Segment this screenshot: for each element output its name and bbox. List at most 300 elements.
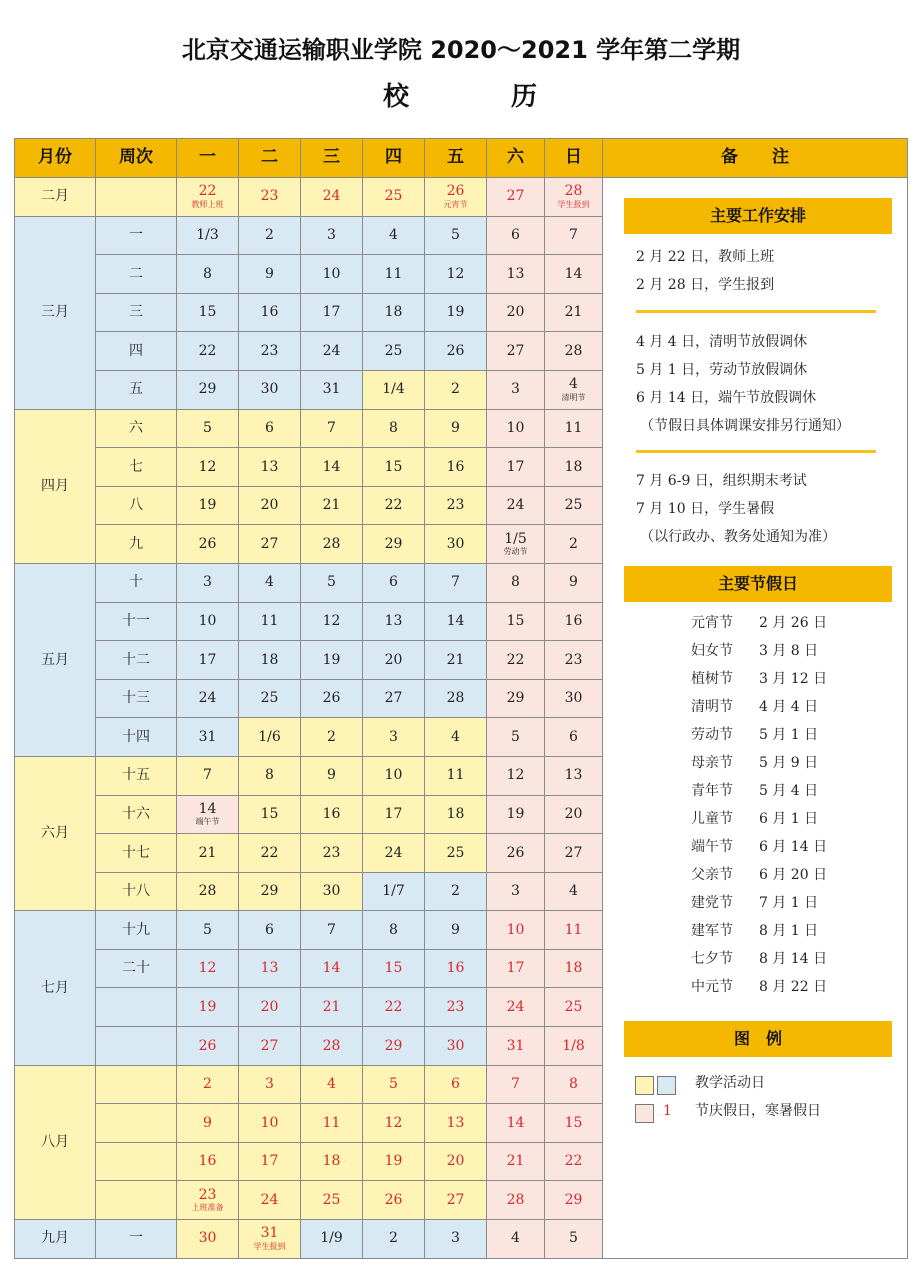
day-cell-sun bbox=[545, 1181, 603, 1220]
day-cell-sat bbox=[487, 1027, 545, 1066]
day-number: 16 bbox=[446, 960, 465, 977]
day-cell-wed bbox=[301, 255, 363, 294]
day-number: 11 bbox=[446, 767, 465, 784]
day-cell-tue bbox=[239, 949, 301, 988]
day-number: 15 bbox=[506, 612, 525, 629]
day-number: 10 bbox=[322, 265, 341, 282]
day-cell-wed bbox=[301, 834, 363, 873]
day-number: 3 bbox=[511, 883, 520, 900]
week-row bbox=[15, 178, 908, 217]
day-number: 18 bbox=[446, 805, 465, 822]
week-number-cell: 五 bbox=[96, 370, 177, 409]
day-number: 5 bbox=[451, 227, 460, 244]
day-number: 31 bbox=[506, 1037, 525, 1054]
legend-pink-swatch bbox=[635, 1104, 654, 1123]
day-cell-mon bbox=[177, 872, 239, 911]
day-cell-sun bbox=[545, 332, 603, 371]
day-number: 19 bbox=[384, 1153, 403, 1170]
day-number: 6 bbox=[451, 1076, 460, 1093]
day-number: 25 bbox=[384, 342, 403, 359]
day-number: 27 bbox=[564, 844, 583, 861]
legend-holiday-label: 节庆假日，寒暑假日 bbox=[695, 1103, 821, 1119]
day-cell-sun bbox=[545, 563, 603, 602]
day-cell-thu bbox=[363, 795, 425, 834]
day-cell-wed bbox=[301, 370, 363, 409]
day-number: 4 bbox=[569, 376, 578, 393]
day-number: 18 bbox=[564, 458, 583, 475]
day-cell-mon bbox=[177, 1065, 239, 1104]
day-cell-fri bbox=[425, 1220, 487, 1259]
day-cell-mon bbox=[177, 988, 239, 1027]
day-number: 6 bbox=[569, 728, 578, 745]
holiday-name: 元宵节 bbox=[691, 615, 733, 631]
day-cell-tue bbox=[239, 756, 301, 795]
day-cell-wed bbox=[301, 216, 363, 255]
day-number: 15 bbox=[564, 1114, 583, 1131]
day-cell-sat bbox=[487, 448, 545, 487]
day-number: 5 bbox=[203, 921, 212, 938]
holiday-date: 8 月 22 日 bbox=[759, 979, 828, 995]
day-number: 21 bbox=[506, 1153, 525, 1170]
day-cell-sat bbox=[487, 756, 545, 795]
day-number: 19 bbox=[506, 805, 525, 822]
day-cell-wed bbox=[301, 1027, 363, 1066]
work-note: 6 月 14 日，端午节放假调休 bbox=[636, 390, 817, 406]
calendar-table bbox=[14, 138, 908, 1259]
day-cell-sat bbox=[487, 563, 545, 602]
day-cell-tue bbox=[239, 988, 301, 1027]
day-cell-thu bbox=[363, 756, 425, 795]
day-number: 26 bbox=[198, 535, 217, 552]
day-cell-sat bbox=[487, 641, 545, 680]
day-cell-sun bbox=[545, 178, 603, 217]
day-number: 4 bbox=[569, 883, 578, 900]
page-title: 北京交通运输职业学院 2020～2021 学年第二学期 bbox=[181, 36, 741, 64]
week-number-cell: 二 bbox=[96, 255, 177, 294]
month-cell: 九月 bbox=[15, 1220, 96, 1259]
day-cell-tue bbox=[239, 563, 301, 602]
day-cell-fri bbox=[425, 1104, 487, 1143]
day-cell-mon bbox=[177, 602, 239, 641]
holiday-date: 6 月 14 日 bbox=[759, 839, 828, 855]
holiday-name: 青年节 bbox=[691, 783, 733, 799]
day-cell-thu bbox=[363, 525, 425, 564]
holiday-name: 劳动节 bbox=[691, 727, 733, 743]
week-number-cell: 九 bbox=[96, 525, 177, 564]
day-number: 8 bbox=[389, 921, 398, 938]
holiday-date: 7 月 1 日 bbox=[759, 895, 819, 911]
day-number: 10 bbox=[384, 767, 403, 784]
week-number-cell: 十九 bbox=[96, 911, 177, 950]
subtitle-char-a: 校 bbox=[382, 82, 411, 112]
day-number: 1/3 bbox=[196, 227, 219, 244]
day-cell-thu bbox=[363, 216, 425, 255]
day-cell-fri bbox=[425, 949, 487, 988]
day-number: 29 bbox=[384, 535, 403, 552]
day-cell-fri bbox=[425, 795, 487, 834]
day-cell-thu bbox=[363, 1027, 425, 1066]
day-cell-mon bbox=[177, 409, 239, 448]
day-number: 26 bbox=[384, 1191, 403, 1208]
day-cell-tue bbox=[239, 293, 301, 332]
day-number: 11 bbox=[322, 1114, 341, 1131]
day-number: 13 bbox=[506, 265, 525, 282]
day-cell-tue bbox=[239, 255, 301, 294]
day-cell-thu bbox=[363, 370, 425, 409]
day-number: 5 bbox=[569, 1230, 578, 1247]
day-event-label: 上班准备 bbox=[191, 1203, 224, 1213]
day-number: 22 bbox=[198, 183, 217, 200]
day-cell-thu bbox=[363, 563, 425, 602]
day-cell-sun bbox=[545, 293, 603, 332]
day-cell-wed bbox=[301, 1065, 363, 1104]
day-number: 10 bbox=[260, 1114, 279, 1131]
day-number: 4 bbox=[265, 574, 274, 591]
day-cell-fri bbox=[425, 641, 487, 680]
day-number: 24 bbox=[506, 497, 525, 514]
day-number: 7 bbox=[451, 574, 460, 591]
holiday-date: 4 月 4 日 bbox=[759, 699, 819, 715]
day-cell-wed bbox=[301, 409, 363, 448]
day-number: 3 bbox=[389, 728, 398, 745]
day-event-label: 教师上班 bbox=[191, 199, 224, 209]
day-cell-sat bbox=[487, 834, 545, 873]
header-cell: 三 bbox=[301, 139, 363, 178]
day-cell-mon bbox=[177, 756, 239, 795]
day-cell-sun bbox=[545, 409, 603, 448]
day-number: 23 bbox=[198, 1186, 217, 1203]
day-cell-sun bbox=[545, 255, 603, 294]
day-number: 3 bbox=[451, 1230, 460, 1247]
day-cell-fri bbox=[425, 178, 487, 217]
week-number-cell bbox=[96, 988, 177, 1027]
day-cell-fri bbox=[425, 911, 487, 950]
day-cell-tue bbox=[239, 718, 301, 757]
day-number: 14 bbox=[322, 458, 341, 475]
day-cell-thu bbox=[363, 332, 425, 371]
day-number: 12 bbox=[322, 612, 341, 629]
day-cell-thu bbox=[363, 1065, 425, 1104]
day-number: 24 bbox=[260, 1191, 279, 1208]
day-number: 1/5 bbox=[504, 530, 527, 547]
day-number: 17 bbox=[198, 651, 217, 668]
day-cell-mon bbox=[177, 255, 239, 294]
day-cell-tue bbox=[239, 525, 301, 564]
day-number: 2 bbox=[203, 1076, 212, 1093]
legend-yellow-swatch bbox=[635, 1076, 654, 1095]
day-cell-sat bbox=[487, 486, 545, 525]
day-cell-wed bbox=[301, 679, 363, 718]
day-number: 13 bbox=[260, 960, 279, 977]
week-number-cell: 三 bbox=[96, 293, 177, 332]
day-number: 31 bbox=[198, 728, 217, 745]
day-number: 8 bbox=[389, 420, 398, 437]
day-cell-wed bbox=[301, 563, 363, 602]
day-cell-thu bbox=[363, 1142, 425, 1181]
day-number: 12 bbox=[384, 1114, 403, 1131]
day-cell-fri bbox=[425, 293, 487, 332]
day-number: 9 bbox=[265, 265, 274, 282]
day-cell-mon bbox=[177, 1181, 239, 1220]
day-cell-sat bbox=[487, 409, 545, 448]
day-cell-sat bbox=[487, 332, 545, 371]
day-number: 12 bbox=[506, 767, 525, 784]
day-event-label: 劳动节 bbox=[503, 547, 528, 557]
day-number: 17 bbox=[506, 960, 525, 977]
day-number: 25 bbox=[564, 998, 583, 1015]
holiday-name: 植树节 bbox=[691, 671, 733, 687]
day-cell-wed bbox=[301, 718, 363, 757]
day-number: 15 bbox=[384, 458, 403, 475]
day-number: 15 bbox=[260, 805, 279, 822]
day-cell-sun bbox=[545, 718, 603, 757]
work-note: 5 月 1 日，劳动节放假调休 bbox=[636, 362, 808, 378]
day-number: 10 bbox=[198, 612, 217, 629]
day-cell-mon bbox=[177, 486, 239, 525]
day-number: 17 bbox=[506, 458, 525, 475]
day-cell-sun bbox=[545, 1065, 603, 1104]
day-cell-wed bbox=[301, 988, 363, 1027]
week-number-cell: 十 bbox=[96, 563, 177, 602]
day-number: 26 bbox=[198, 1037, 217, 1054]
day-number: 16 bbox=[446, 458, 465, 475]
day-cell-tue bbox=[239, 872, 301, 911]
week-number-cell: 七 bbox=[96, 448, 177, 487]
day-cell-thu bbox=[363, 409, 425, 448]
work-note: （节假日具体调课安排另行通知） bbox=[640, 418, 850, 434]
day-cell-fri bbox=[425, 216, 487, 255]
day-event-label: 学生报到 bbox=[253, 1241, 286, 1251]
header-cell: 四 bbox=[363, 139, 425, 178]
day-number: 5 bbox=[327, 574, 336, 591]
page-subtitle bbox=[0, 76, 922, 113]
day-cell-wed bbox=[301, 1220, 363, 1259]
day-cell-fri bbox=[425, 448, 487, 487]
day-number: 1/7 bbox=[382, 883, 405, 900]
day-cell-mon bbox=[177, 641, 239, 680]
day-cell-mon bbox=[177, 718, 239, 757]
day-number: 26 bbox=[446, 342, 465, 359]
day-number: 28 bbox=[446, 690, 465, 707]
day-number: 28 bbox=[322, 1037, 341, 1054]
day-cell-thu bbox=[363, 718, 425, 757]
day-number: 29 bbox=[506, 690, 525, 707]
holiday-date: 6 月 1 日 bbox=[759, 811, 819, 827]
day-cell-sat bbox=[487, 216, 545, 255]
month-cell: 八月 bbox=[15, 1065, 96, 1219]
day-cell-sun bbox=[545, 1142, 603, 1181]
day-number: 28 bbox=[564, 342, 583, 359]
work-schedule-title: 主要工作安排 bbox=[624, 198, 892, 234]
day-cell-wed bbox=[301, 178, 363, 217]
day-number: 24 bbox=[322, 188, 341, 205]
day-cell-fri bbox=[425, 1027, 487, 1066]
day-number: 30 bbox=[198, 1230, 217, 1247]
day-number: 18 bbox=[322, 1153, 341, 1170]
work-note: 2 月 22 日，教师上班 bbox=[636, 249, 775, 265]
day-cell-wed bbox=[301, 911, 363, 950]
day-event-label: 学生报到 bbox=[557, 199, 590, 209]
work-note: 7 月 10 日，学生暑假 bbox=[636, 501, 775, 517]
day-cell-fri bbox=[425, 563, 487, 602]
day-number: 19 bbox=[198, 998, 217, 1015]
day-number: 11 bbox=[384, 265, 403, 282]
day-number: 22 bbox=[260, 844, 279, 861]
day-cell-tue bbox=[239, 370, 301, 409]
day-cell-thu bbox=[363, 486, 425, 525]
day-cell-sat bbox=[487, 255, 545, 294]
day-number: 9 bbox=[451, 420, 460, 437]
day-number: 4 bbox=[511, 1230, 520, 1247]
day-cell-sat bbox=[487, 949, 545, 988]
week-number-cell: 四 bbox=[96, 332, 177, 371]
holiday-name: 端午节 bbox=[691, 839, 733, 855]
day-number: 21 bbox=[198, 844, 217, 861]
month-cell: 四月 bbox=[15, 409, 96, 563]
week-number-cell bbox=[96, 1104, 177, 1143]
work-note: （以行政办、教务处通知为准） bbox=[640, 529, 836, 545]
day-number: 26 bbox=[322, 690, 341, 707]
day-number: 2 bbox=[451, 381, 460, 398]
day-cell-mon bbox=[177, 448, 239, 487]
day-cell-mon bbox=[177, 1104, 239, 1143]
day-cell-thu bbox=[363, 448, 425, 487]
day-cell-tue bbox=[239, 448, 301, 487]
day-cell-tue bbox=[239, 1104, 301, 1143]
week-number-cell bbox=[96, 1181, 177, 1220]
day-cell-sun bbox=[545, 949, 603, 988]
day-number: 25 bbox=[564, 497, 583, 514]
day-number: 11 bbox=[564, 921, 583, 938]
holiday-name: 妇女节 bbox=[691, 643, 733, 659]
subtitle-char-b: 历 bbox=[511, 82, 540, 112]
week-number-cell bbox=[96, 1027, 177, 1066]
day-cell-tue bbox=[239, 332, 301, 371]
week-number-cell: 一 bbox=[96, 216, 177, 255]
day-cell-tue bbox=[239, 1181, 301, 1220]
day-cell-thu bbox=[363, 641, 425, 680]
day-cell-fri bbox=[425, 872, 487, 911]
day-cell-fri bbox=[425, 718, 487, 757]
holiday-name: 母亲节 bbox=[691, 755, 733, 771]
day-number: 13 bbox=[446, 1114, 465, 1131]
day-number: 14 bbox=[506, 1114, 525, 1131]
month-cell: 五月 bbox=[15, 563, 96, 756]
day-number: 17 bbox=[260, 1153, 279, 1170]
day-cell-thu bbox=[363, 1181, 425, 1220]
day-number: 1/9 bbox=[320, 1230, 343, 1247]
day-number: 9 bbox=[203, 1114, 212, 1131]
week-number-cell: 十七 bbox=[96, 834, 177, 873]
week-number-cell: 一 bbox=[96, 1220, 177, 1259]
day-number: 22 bbox=[198, 342, 217, 359]
day-cell-fri bbox=[425, 1065, 487, 1104]
holiday-date: 3 月 8 日 bbox=[759, 643, 819, 659]
header-cell: 六 bbox=[487, 139, 545, 178]
month-cell: 二月 bbox=[15, 178, 96, 217]
holiday-date: 5 月 4 日 bbox=[759, 783, 819, 799]
day-number: 2 bbox=[389, 1230, 398, 1247]
day-number: 18 bbox=[564, 960, 583, 977]
holidays-title: 主要节假日 bbox=[624, 566, 892, 602]
day-number: 13 bbox=[260, 458, 279, 475]
day-cell-sat bbox=[487, 370, 545, 409]
day-number: 7 bbox=[203, 767, 212, 784]
day-number: 29 bbox=[198, 381, 217, 398]
day-number: 4 bbox=[327, 1076, 336, 1093]
day-number: 8 bbox=[265, 767, 274, 784]
day-cell-sun bbox=[545, 216, 603, 255]
day-cell-fri bbox=[425, 370, 487, 409]
day-cell-thu bbox=[363, 679, 425, 718]
day-cell-thu bbox=[363, 834, 425, 873]
day-number: 17 bbox=[322, 304, 341, 321]
week-number-cell: 六 bbox=[96, 409, 177, 448]
holiday-name: 七夕节 bbox=[691, 951, 733, 967]
week-number-cell: 八 bbox=[96, 486, 177, 525]
day-cell-tue bbox=[239, 911, 301, 950]
day-cell-thu bbox=[363, 602, 425, 641]
day-cell-mon bbox=[177, 178, 239, 217]
day-number: 5 bbox=[203, 420, 212, 437]
day-number: 7 bbox=[511, 1076, 520, 1093]
day-number: 1/6 bbox=[258, 728, 281, 745]
day-cell-sun bbox=[545, 872, 603, 911]
day-cell-thu bbox=[363, 911, 425, 950]
day-number: 11 bbox=[564, 420, 583, 437]
day-number: 30 bbox=[446, 535, 465, 552]
day-number: 30 bbox=[564, 690, 583, 707]
day-cell-fri bbox=[425, 409, 487, 448]
week-number-cell: 十五 bbox=[96, 756, 177, 795]
day-cell-sat bbox=[487, 988, 545, 1027]
day-cell-fri bbox=[425, 834, 487, 873]
day-number: 20 bbox=[446, 1153, 465, 1170]
day-cell-sat bbox=[487, 1104, 545, 1143]
day-cell-thu bbox=[363, 1220, 425, 1259]
day-cell-tue bbox=[239, 216, 301, 255]
day-cell-thu bbox=[363, 293, 425, 332]
day-number: 6 bbox=[511, 227, 520, 244]
day-number: 7 bbox=[327, 420, 336, 437]
day-number: 28 bbox=[506, 1191, 525, 1208]
day-number: 22 bbox=[384, 998, 403, 1015]
day-number: 24 bbox=[322, 342, 341, 359]
day-event-label: 端午节 bbox=[195, 817, 220, 827]
day-number: 24 bbox=[198, 690, 217, 707]
day-cell-wed bbox=[301, 525, 363, 564]
day-cell-wed bbox=[301, 332, 363, 371]
day-cell-sat bbox=[487, 1181, 545, 1220]
day-cell-wed bbox=[301, 872, 363, 911]
day-cell-sat bbox=[487, 1220, 545, 1259]
day-number: 3 bbox=[265, 1076, 274, 1093]
day-cell-tue bbox=[239, 602, 301, 641]
day-cell-mon bbox=[177, 834, 239, 873]
day-number: 14 bbox=[322, 960, 341, 977]
day-number: 15 bbox=[384, 960, 403, 977]
day-cell-mon bbox=[177, 949, 239, 988]
day-cell-sun bbox=[545, 679, 603, 718]
day-cell-thu bbox=[363, 872, 425, 911]
day-cell-sun bbox=[545, 795, 603, 834]
week-number-cell bbox=[96, 1142, 177, 1181]
day-number: 10 bbox=[506, 420, 525, 437]
day-cell-thu bbox=[363, 255, 425, 294]
holiday-date: 3 月 12 日 bbox=[759, 671, 828, 687]
header-cell: 二 bbox=[239, 139, 301, 178]
day-cell-sat bbox=[487, 795, 545, 834]
